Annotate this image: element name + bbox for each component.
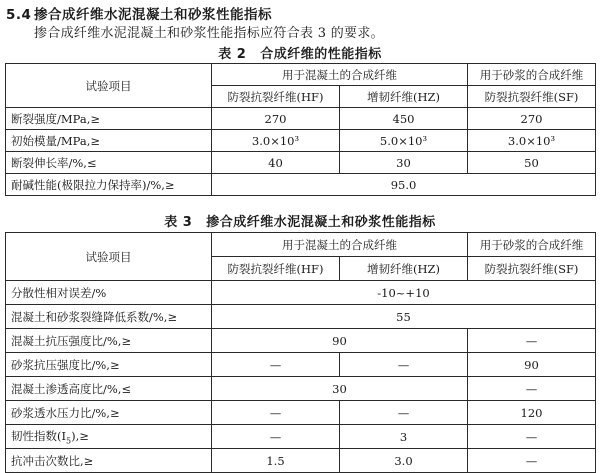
table2-header-item: 试验项目 [6, 64, 212, 108]
table-row [6, 152, 596, 174]
row-item: 混凝土抗压强度比/%,≥ [6, 329, 212, 353]
table-row [6, 401, 596, 425]
table3-label: 表 3 [164, 215, 193, 230]
row-item-subscript: 5 [66, 436, 72, 446]
table2-title: 合成纤维的性能指标 [260, 47, 382, 62]
table-row [6, 329, 596, 353]
table2-header-sf: 防裂抗裂纤维(SF) [468, 86, 596, 108]
cell-sf: 50 [468, 152, 596, 174]
table2-label: 表 2 [218, 47, 247, 62]
table3-header-concrete-group: 用于混凝土的合成纤维 [212, 233, 468, 257]
cell-hz: 5.0×10³ [340, 130, 468, 152]
table2-header-hf: 防裂抗裂纤维(HF) [212, 86, 340, 108]
row-item: 断裂伸长率/%,≤ [6, 152, 212, 174]
row-item: 砂浆透水压力比/%,≥ [6, 401, 212, 425]
cell-hz: — [340, 353, 468, 377]
cell-hf: — [212, 401, 340, 425]
table3-header-sf: 防裂抗裂纤维(SF) [468, 257, 596, 281]
table-row [6, 425, 596, 449]
cell-hz: — [340, 401, 468, 425]
table2-header-concrete-group: 用于混凝土的合成纤维 [212, 64, 468, 86]
table3-title: 掺合成纤维水泥混凝土和砂浆性能指标 [206, 215, 436, 230]
table-row [6, 130, 596, 152]
table3-header-item: 试验项目 [6, 233, 212, 281]
table-row [6, 353, 596, 377]
table2-header-mortar-group: 用于砂浆的合成纤维 [468, 64, 596, 86]
row-item: 砂浆抗压强度比/%,≥ [6, 353, 212, 377]
table3-header-row-1 [6, 233, 596, 257]
cell-sf: — [468, 329, 596, 353]
cell-all: 55 [212, 305, 596, 329]
row-item-tail: ),≥ [71, 428, 89, 443]
table-row [6, 108, 596, 130]
cell-hz: 3 [340, 425, 468, 449]
cell-hz: 30 [340, 152, 468, 174]
cell-all: 95.0 [212, 174, 596, 196]
section-paragraph: 掺合成纤维水泥混凝土和砂浆性能指标应符合表 3 的要求。 [34, 26, 384, 41]
row-item: 断裂强度/MPa,≥ [6, 108, 212, 130]
cell-sf: — [468, 425, 596, 449]
cell-hf: 3.0×10³ [212, 130, 340, 152]
row-item: 抗冲击次数比,≥ [6, 449, 212, 473]
cell-sf: — [468, 449, 596, 473]
row-item [6, 425, 212, 449]
table-row [6, 449, 596, 473]
cell-sf: 3.0×10³ [468, 130, 596, 152]
section-title: 掺合成纤维水泥混凝土和砂浆性能指标 [34, 7, 272, 23]
cell-sf: 120 [468, 401, 596, 425]
cell-concrete: 90 [212, 329, 468, 353]
table2-header-hz: 增韧纤维(HZ) [340, 86, 468, 108]
table3-header-hf: 防裂抗裂纤维(HF) [212, 257, 340, 281]
cell-concrete: 30 [212, 377, 468, 401]
row-item: 混凝土和砂浆裂缝降低系数/%,≥ [6, 305, 212, 329]
cell-hf: 1.5 [212, 449, 340, 473]
cell-hf: 270 [212, 108, 340, 130]
section-heading [6, 3, 272, 23]
table-row [6, 281, 596, 305]
row-item: 分散性相对误差/% [6, 281, 212, 305]
cell-all: -10~+10 [212, 281, 596, 305]
table2-caption [0, 43, 600, 62]
table3-header-mortar-group: 用于砂浆的合成纤维 [468, 233, 596, 257]
cell-hf: — [212, 425, 340, 449]
table3 [5, 232, 596, 473]
cell-hf: — [212, 353, 340, 377]
section-number: 5.4 [6, 7, 32, 23]
table-row [6, 305, 596, 329]
table2-header-row-1 [6, 64, 596, 86]
row-item-main: 韧性指数(I [11, 428, 67, 443]
cell-sf: 90 [468, 353, 596, 377]
cell-sf: 270 [468, 108, 596, 130]
row-item: 耐碱性能(极限拉力保持率)/%,≥ [6, 174, 212, 196]
row-item: 初始模量/MPa,≥ [6, 130, 212, 152]
table-row [6, 174, 596, 196]
table3-caption [0, 211, 600, 230]
cell-sf: — [468, 377, 596, 401]
cell-hz: 450 [340, 108, 468, 130]
cell-hf: 40 [212, 152, 340, 174]
table3-header-hz: 增韧纤维(HZ) [340, 257, 468, 281]
table-row [6, 377, 596, 401]
table2 [5, 63, 596, 196]
cell-hz: 3.0 [340, 449, 468, 473]
row-item: 混凝土渗透高度比/%,≤ [6, 377, 212, 401]
